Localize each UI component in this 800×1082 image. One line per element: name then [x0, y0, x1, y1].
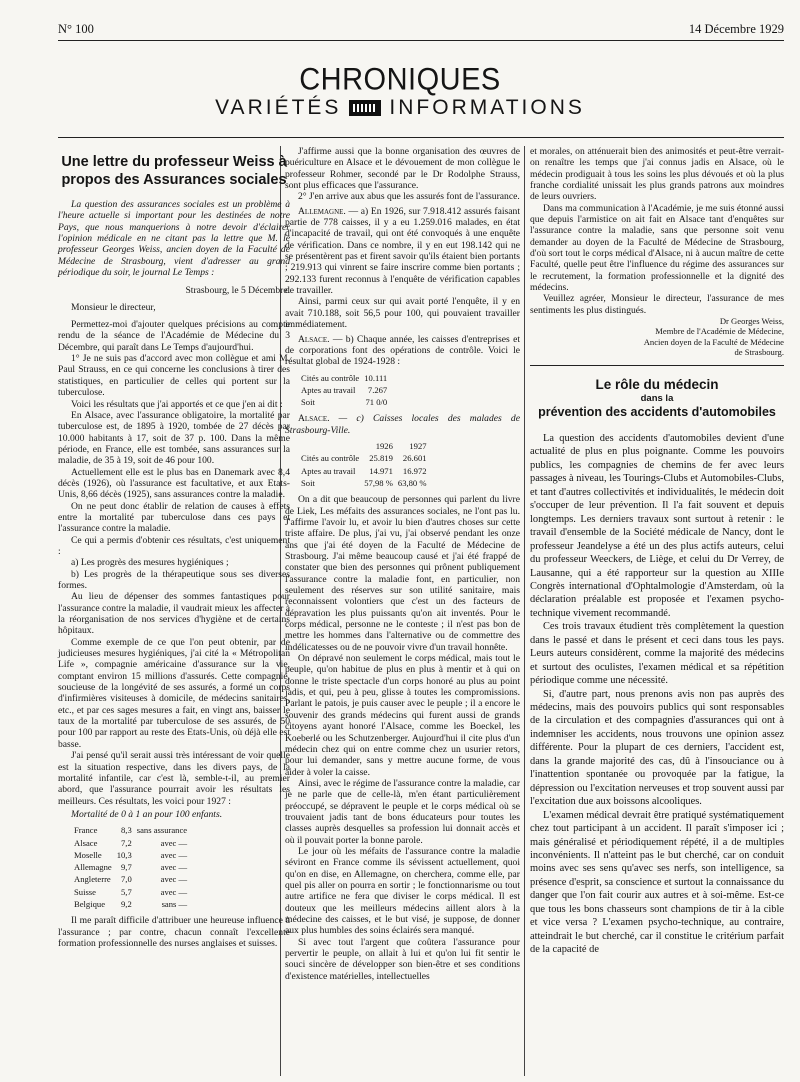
masthead-title: CHRONIQUES — [299, 62, 501, 98]
row-label: France — [74, 825, 98, 836]
table-row — [74, 838, 190, 848]
paragraph: Ainsi, parmi ceux sur qui avait porté l'enquête, il y en avait 710.188, soit 56,5 pour 100, qui pouvaient travailler immédiatement. — [285, 296, 520, 331]
article-body — [530, 432, 784, 957]
paragraph: b) Les progrès de la thérapeutique sous ses diverses formes. — [58, 568, 290, 591]
column-3 — [530, 146, 784, 957]
column-divider — [524, 146, 525, 1076]
table-row — [74, 862, 190, 872]
table-cell: 9,7 — [121, 862, 132, 873]
table-cell: sans — — [161, 899, 188, 909]
article-title: Le rôle du médecin — [595, 376, 719, 392]
table-cell: 10.111 — [364, 372, 388, 383]
table-cell: 8,3 — [121, 825, 132, 836]
table-cell: 26.601 — [402, 453, 427, 464]
table-cell: 7,2 — [121, 837, 132, 848]
table-cell: 57,98 % — [364, 478, 393, 488]
paragraph-alsace-c — [285, 413, 520, 436]
subtitle-informations: INFORMATIONS — [389, 96, 585, 119]
section-text: — a) En 1926, sur 7.918.412 assurés faisant partie de 778 caisses, il y a eu 1.259.016 malades, en état d'incapacité de travail, qui ont été convoqués à une enquête de vérification. Dans ce nombre, il y en eut 198.142 qui ne se présentèrent pas et firent savoir qu'ils étaient bien portants ; 219.913 qui vinrent se faire inscrire comme bien portants ; 292.133 furent reconnus à l'enquête de vérification capables de travailler. — [285, 205, 520, 297]
table-cell: sans assurance — [136, 825, 188, 836]
local-caisses-table — [299, 439, 432, 490]
table-cell: 7,0 — [121, 874, 132, 885]
table-cell: 7.267 — [367, 384, 388, 395]
paragraph: On dépravé non seulement le corps médical, mais tout le peuple, qu'on habitue de plus en plus à mentir et à qui on donne le triste spectacle d'un corps honoré au plus au point jadis, et qui, peu à peu, glisse à toutes les compromissions. Parlant le patois, je puis causer avec le peuple ; il a encore le souvenir des grands médecins qui furent aussi de grands citoyens ayant honoré l'Alsace, comme les Boeckel, les Koeberlé ou les Schutzenberger. Aujourd'hui il cite plus d'un médecin chez qui on entre comme chez un usurier retors, pour lui demander, sans y mettre aucune forme, de vous aider à voler la caisse. — [285, 653, 520, 778]
paragraph: a) Les progrès des mesures hygiéniques ; — [71, 557, 229, 569]
table-cell: 9,2 — [121, 899, 132, 909]
header-rule — [58, 40, 784, 41]
paragraph: Si, d'autre part, nous prenons avis non pas auprès des médecins, mais des pouvoirs publics qui sont responsables de la circulation et des compagnies d'assurances qui ont à indemniser les accidents, nous trouvons une opinion assez différente. Pour la plupart de ces derniers, l'accident est, dans la grande majorité des cas, dû à l'insouciance ou à l'inattention spontanée ou provoquée par la fatigue, la dépression ou l'excitation nerveuses et trop souvent aussi par l'excitation due aux boissons alcooliques. — [530, 688, 784, 808]
table-cell: avec — — [160, 837, 188, 848]
letter-place-date: Strasbourg, le 5 Décembre. — [185, 285, 290, 297]
article-subtitle: prévention des accidents d'automobiles — [538, 404, 776, 419]
table-row — [301, 397, 390, 407]
table-cell: avec — — [160, 874, 188, 885]
paragraph: Ces trois travaux étudient très complètement la question dans le passé et dans le présent et ceci dans tous les pays. Leurs auteurs considèrent, comme la majorité des médecins et surtout des oculistes, l'examen médical et sa répétition périodique comme une nécessité. — [530, 621, 784, 687]
table-cell: 63,80 % — [397, 478, 427, 488]
subtitle-varietes: VARIÉTÉS — [215, 96, 342, 119]
row-label: Soit — [301, 478, 315, 488]
section-text: — b) Chaque année, les caisses d'entreprises et de corporations font des opérations de contrôle. Voici le résultat global de 1924-1928 : — [285, 333, 521, 368]
article-title-connector: dans la — [640, 392, 674, 404]
table-cell: 16.972 — [402, 465, 427, 476]
paragraph-allemagne — [285, 206, 520, 297]
table-cell: 10,3 — [116, 849, 132, 860]
section-label: Alsace. — [298, 413, 330, 425]
paragraph: J'affirme aussi que la bonne organisation des œuvres de puériculture en Alsace et le dévouement de mon collègue le professeur Rohmer, secondé par le Dr Rodolphe Strauss, sont plus efficaces que l'assurance. — [285, 146, 520, 192]
issue-number: N° 100 — [58, 22, 94, 36]
signature-line: Ancien doyen de la Faculté de Médecine — [643, 336, 784, 347]
paragraph: Il me paraît difficile d'attribuer une heureuse influence à l'assurance ; par contre, chacun connaît l'excellente formation professionnelle des nurses anglaises et suisses. — [58, 915, 290, 949]
table-row — [74, 887, 190, 897]
infant-table-title: Mortalité de 0 à 1 an pour 100 enfants. — [71, 808, 223, 820]
signature-line: de Strasbourg. — [734, 346, 784, 357]
paragraph: Permettez-moi d'ajouter quelques précisions au compte rendu de la séance de l'Académie de Médecine du 3 Décembre, qui paraît dans Le Temps d'aujourd'hui. — [58, 319, 290, 353]
table-cell: avec — — [160, 862, 188, 873]
table-row — [301, 373, 390, 383]
page-header — [58, 22, 784, 38]
paragraph: L'examen médical devrait être pratiqué systématiquement chez tout participant à un accident. Il paraît s'imposer ici ; mais généralisé et périodiquement répété, il a de multiples inconvénients. Il n'atteint pas le but cherché, car on conduit moins avec ses sens qu'avec ses nerfs, son intelligence, sa présence d'esprit, sa conscience et surtout la connaissance du danger que l'on fait courir aux autres et à soi-même. Est-ce que tous les bons chasseurs sont champions de tir à la cible et vice versa ? L'examen psycho-technique, au contraire, atteindrait le but cherché, car il constitue le critérium parfait de la capacité de — [530, 809, 784, 956]
paragraph: et morales, on atténuerait bien des animosités et peut-être verrait-on renaître les temps que j'ai connus jadis en Alsace, où le médecin prodiguait à tous les soins les plus dévoués et où la plus franche cordialité unissait les plus grands patrons aux moindres de leurs ouvriers. — [530, 146, 784, 203]
letter-salutation: Monsieur le directeur, — [71, 301, 156, 313]
table-row — [301, 453, 430, 463]
paragraph: J'ai pensé qu'il serait aussi très intéressant de voir quelle est la situation respective, dans les divers pays, de la mortalité infantile, car c'est là, semble-t-il, au premier abord, que l'assurance pourrait avoir les résultats les meilleurs. Ces résultats, les voici pour 1927 : — [58, 750, 290, 807]
row-label: Aptes au travail — [301, 465, 356, 476]
paragraph: Si avec tout l'argent que coûtera l'assurance pour pervertir le peuple, on allait à lui et qu'on lui fit sentir le souci sincère de développer son bien-être et ses conditions d'existence matérielles, intellectuelles — [285, 936, 520, 982]
infant-mortality-table — [72, 823, 192, 911]
control-table — [299, 371, 392, 410]
paragraph: On ne peut donc établir de relation de causes à effets entre la mortalité par tuberculose dans ces pays et l'assurance contre la maladie. — [58, 500, 290, 535]
table-row — [301, 478, 430, 488]
ornament-icon — [349, 100, 381, 116]
table-cell: avec — — [160, 849, 188, 860]
row-label: Angleterre — [74, 874, 111, 885]
paragraph: Ainsi, avec le régime de l'assurance contre la maladie, car je ne parle que de celle-là, m'en étant particulièrement préoccupé, se dépravent le peuple et le corps médical où se trouvaient jadis tant de bons éducateurs pour toutes les classes auprès desquelles sa profession lui donnait accès et où il pouvait porter la bonne parole. — [285, 777, 521, 846]
row-label: Suisse — [74, 886, 96, 897]
paragraph: Au lieu de dépenser des sommes fantastiques pour l'assurance contre la maladie, il vaudrait mieux les affecter à la réorganisation de nos services d'hygiène et de certains hôpitaux. — [58, 591, 290, 637]
paragraph: Actuellement elle est le plus bas en Danemark avec 8,4 décès (1926), où l'assurance est facultative, et aux Etats-Unis, 8,66 décès (1925), sans assurances contre la maladie. — [58, 466, 290, 501]
table-cell: 25.819 — [369, 453, 393, 464]
paragraph: En Alsace, avec l'assurance obligatoire, la mortalité par tuberculose est, de 1895 à 1920, tombée de 27 décès par 10.000 habitants à 17, soit de 37 p. 100. Dans la même période, en France, elle est tombée, sans assurances sur la maladie, de 35 à 19, soit de 46 pour 100. — [58, 409, 290, 467]
table-row — [74, 850, 190, 860]
article-title: Une lettre du professeur Weiss à propos des Assurances sociales — [61, 154, 287, 188]
table-row — [74, 825, 190, 835]
row-label: Soit — [301, 397, 315, 408]
section-text: — c) Caisses locales des malades de Strasbourg-Ville. — [285, 413, 520, 436]
table-cell: avec — — [160, 886, 188, 897]
paragraph: La question des accidents d'automobiles devient d'une actualité de plus en plus poignante. Comme les pouvoirs publics, les compagnies de chemins de fer avec leurs passages à niveau, les Tourings-Clubs et Automobiles-Clubs, et tant d'autres collectivités et individualités, le médecin doit s'occuper de leur prévention. Il l'a fait souvent et depuis longtemps. Les derniers travaux sont surtout à retenir : le travail d'ensemble de la Société médicale de Nancy, dont le professeur Jeandelyse a été un des plus actifs auteurs, celui du professeur Weeckers, de Liège, et celui du Dr Verrey, de Lausanne, qui a été rapporteur sur la question au XIIIe Congrès international d'Ophtalmologie d'Amsterdam, où la déclaration préalable est proposée et l'examen psycho-technique vivement recommandé. — [530, 432, 784, 619]
column-2 — [285, 146, 520, 982]
row-label: Belgique — [74, 899, 106, 909]
paragraph: Voici les résultats que j'ai apportés et ce que j'en ai dit : — [71, 398, 283, 410]
row-label: Moselle — [74, 849, 102, 860]
table-row — [301, 385, 390, 395]
paragraph-alsace-b — [285, 334, 520, 368]
paragraph: Ce qui a permis d'obtenir ces résultats, c'est uniquement : — [58, 534, 290, 557]
masthead-rule — [58, 137, 784, 138]
row-label: Cités au contrôle — [301, 453, 360, 464]
paragraph: Veuillez agréer, Monsieur le directeur, l'assurance de mes sentiments les plus distingués. — [530, 293, 784, 316]
table-cell: 14.971 — [369, 465, 393, 476]
paragraph: Dans ma communication à l'Académie, je me suis étonné aussi que depuis l'armistice on ait fait en Alsace tant d'enquêtes sur l'assurance contre la maladie, sans que personne soit venu demander au doyen de la Faculté de Médecine de Strasbourg, d'où sort tout le corps médical d'Alsace, ni à aucun maître de cette Faculté, quelle peut être l'influence du régime des assurances sur le recrutement, la formation professionnelle et la dignité des médecins. — [530, 202, 784, 294]
paragraph: 1° Je ne suis pas d'accord avec mon collègue et ami M. Paul Strauss, en ce qui concerne les conclusions à tirer des statistiques, en particulier de celles qui portent sur la tuberculose. — [58, 353, 290, 399]
paragraph: 2° J'en arrive aux abus que les assurés font de l'assurance. — [298, 191, 520, 203]
table-row — [74, 874, 190, 884]
paragraph: On a dit que beaucoup de personnes qui parlent du livre de Liek, Les méfaits des assurances sociales, ne l'ont pas lu. J'affirme l'avoir lu, et avoir lu bien d'autres choses sur cette triste affaire. De plus, j'ai vu, j'ai observé pendant les onze ans que j'ai été doyen de la Faculté de Médecine de Strasbourg. J'ai même beaucoup causé et j'ai été frappé de constater que bien des personnes qui prônent publiquement l'assurance contre la maladie font, en particulier, non seulement des réserves sur son utilité sanitaire, mais reconnaissent volontiers que c'est un des facteurs de dépravation les plus puissants qu'on ait inventés. Pour le corps médical, personne ne le conteste ; il n'est pas bon de mettre les hommes dans l'alternative ou de commettre des indélicatesses ou de ne pouvoir vivre d'un travail honnête. — [285, 494, 520, 653]
issue-date: 14 Décembre 1929 — [688, 22, 784, 36]
section-label: Alsace. — [298, 333, 330, 345]
signature-name: Dr Georges Weiss, — [719, 316, 784, 327]
table-row — [301, 466, 430, 476]
row-label: Alsace — [74, 837, 98, 848]
masthead-subtitle — [0, 96, 800, 120]
table-row — [74, 899, 190, 909]
paragraph: Comme exemple de ce que l'on peut obtenir, par de judicieuses mesures hygiéniques, j'ai cité la « Métropolitan Life », compagnie américaine d'assurance sur la vie, comptant environ 15 millions d'assurés. Cette compagnie, soucieuse de la longévité de ses assurés, a formé un corps d'infirmières visiteuses à domicile, de médecins sanitaires, etc., et par ces sages mesures a fait, en vingt ans, baisser le taux de la mortalité par tuberculose de ses assurés, de 50 pour 100 par rapport au reste des Etats-Unis, où déjà elle est basse. — [58, 636, 290, 750]
row-label: Allemagne — [74, 862, 112, 873]
article-separator — [530, 365, 784, 366]
paragraph: Le jour où les méfaits de l'assurance contre la maladie séviront en France comme ils sévissent actuellement, quoi qu'on en dise, en Allemagne, on cherchera, comme elle, par quel pis aller on pourra en sortir ; le fonctionnarisme ou tout autre artifice ne fera que diviser le corps médical. Il est douteux que les meilleurs médecins aillent alors à la médecine des caisses, et le but visé, je suppose, de donner aux plus humbles des soins éclairés sera manqué. — [285, 845, 520, 937]
column-header: 1926 — [375, 441, 393, 452]
column-header: 1927 — [409, 441, 427, 452]
table-cell: 5,7 — [121, 886, 132, 897]
row-label: Cités au contrôle — [301, 372, 360, 383]
column-1 — [58, 146, 290, 949]
section-label: Allemagne. — [298, 205, 346, 217]
article-intro: La question des assurances sociales est un problème à l'heure actuelle si important pour les destinées de notre Pays, que nous manquerions à notre devoir d'éclairer l'opinion médicale en ne citant pas la lettre que M. le professeur Georges Weiss, ancien doyen de la Faculté de Médecine de Strasbourg, vient d'adresser au grand périodique du soir, le journal Le Temps : — [58, 199, 290, 279]
signature-line: Membre de l'Académie de Médecine, — [655, 326, 784, 337]
row-label: Aptes au travail — [301, 384, 356, 395]
table-cell: 71 0/0 — [365, 397, 388, 408]
